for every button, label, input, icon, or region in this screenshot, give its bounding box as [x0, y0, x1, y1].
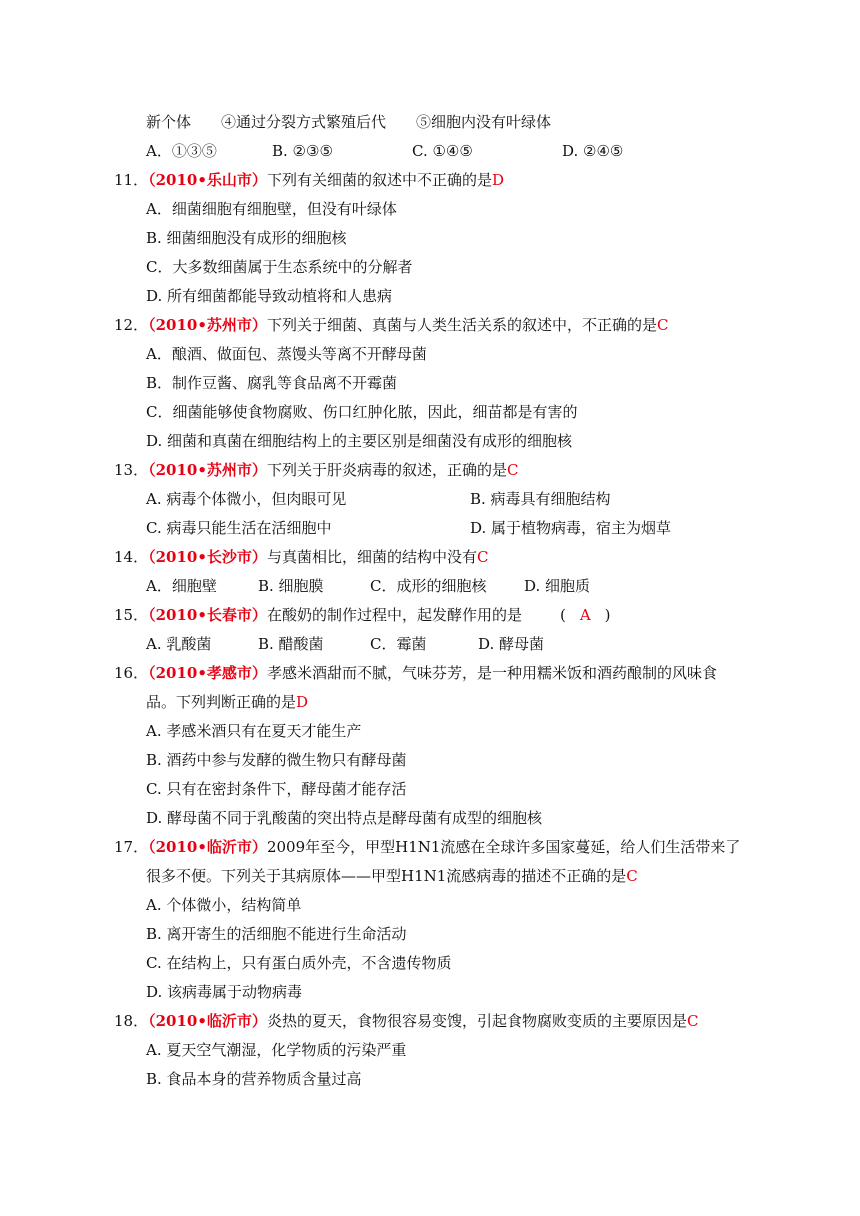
answer-key: C	[686, 1012, 699, 1030]
option: B. 细胞膜	[258, 577, 324, 595]
option: C. 只有在密封条件下，酵母菌才能存活	[146, 780, 407, 798]
question-number: 14．	[114, 548, 149, 566]
source-tag: （2010•苏州市）	[148, 461, 267, 479]
question-text: 炎热的夏天，食物很容易变馊，引起食物腐败变质的主要原因是	[266, 1012, 687, 1030]
option: C．霉菌	[370, 635, 427, 653]
source-tag: （2010•临沂市）	[148, 838, 267, 856]
question-17-stem	[114, 837, 740, 857]
question-text: 2009年至今，甲型H1N1流感在全球许多国家蔓延，给人们生活带来了	[266, 838, 741, 856]
option: C. 病毒只能生活在活细胞中	[146, 519, 332, 537]
question-text: 孝感米酒甜而不腻，气味芬芳，是一种用糯米饭和酒药酿制的风味食	[266, 664, 717, 682]
option: A. 乳酸菌	[146, 635, 212, 653]
option: B. 病毒具有细胞结构	[470, 490, 611, 508]
option: A. 孝感米酒只有在夏天才能生产	[146, 722, 362, 740]
source-tag: （2010•临沂市）	[148, 1012, 267, 1030]
option: A. 个体微小，结构简单	[146, 896, 302, 914]
question-number: 15．	[114, 606, 149, 624]
option: C．细菌能够使食物腐败、伤口红肿化脓，因此，细苗都是有害的	[146, 403, 578, 421]
option: A．酿酒、做面包、蒸馒头等离不开酵母菌	[146, 345, 427, 363]
question-text: 在酸奶的制作过程中，起发酵作用的是	[266, 606, 522, 624]
source-tag: （2010•长春市）	[148, 606, 267, 624]
option: B. 酒药中参与发酵的微生物只有酵母菌	[146, 751, 407, 769]
option: C. 在结构上，只有蛋白质外壳，不含遗传物质	[146, 954, 452, 972]
question-14-stem	[114, 547, 488, 567]
option: D. 细胞质	[524, 577, 591, 595]
option: D. 所有细菌都能导致动植将和人患病	[146, 287, 393, 305]
question-number: 11．	[114, 171, 149, 189]
option: B．制作豆酱、腐乳等食品离不开霉菌	[146, 374, 398, 392]
option: C．大多数细菌属于生态系统中的分解者	[146, 258, 413, 276]
question-text: 下列有关细菌的叙述中不正确的是	[266, 171, 492, 189]
option: A. 病毒个体微小，但肉眼可见	[146, 490, 347, 508]
question-17-stem-cont	[146, 866, 638, 886]
option: A. 夏天空气潮湿，化学物质的污染严重	[146, 1041, 407, 1059]
question-number: 17．	[114, 838, 149, 856]
option: D. 细菌和真菌在细胞结构上的主要区别是细菌没有成形的细胞核	[146, 432, 573, 450]
source-tag: （2010•乐山市）	[148, 171, 267, 189]
option: A．细胞壁	[146, 577, 217, 595]
answer-key: C	[476, 548, 489, 566]
option: B. 食品本身的营养物质含量过高	[146, 1070, 362, 1088]
question-text: 与真菌相比，细菌的结构中没有	[266, 548, 477, 566]
answer-bracket-open: (	[559, 606, 566, 624]
question-text: 下列关于肝炎病毒的叙述，正确的是	[266, 461, 507, 479]
answer-key: A	[579, 606, 591, 624]
answer-key: C	[656, 316, 669, 334]
answer-bracket-close: )	[604, 606, 611, 624]
question-number: 16．	[114, 664, 149, 682]
option: B. ②③⑤	[272, 142, 333, 160]
option: D. 酵母菌	[478, 635, 545, 653]
question-16-stem-cont	[146, 692, 308, 712]
question-number: 18．	[114, 1012, 149, 1030]
option: B. 细菌细胞没有成形的细胞核	[146, 229, 347, 247]
option: D. 该病毒属于动物病毒	[146, 983, 303, 1001]
option: A．细菌细胞有细胞壁，但没有叶绿体	[146, 200, 397, 218]
option: B. 离开寄生的活细胞不能进行生命活动	[146, 925, 407, 943]
source-tag: （2010•长沙市）	[148, 548, 267, 566]
option: B. 醋酸菌	[258, 635, 324, 653]
source-tag: （2010•孝感市）	[148, 664, 267, 682]
answer-key: D	[296, 693, 309, 711]
option: A．①③⑤	[146, 142, 217, 160]
question-15-stem	[114, 605, 611, 625]
option: D. 属于植物病毒，宿主为烟草	[470, 519, 672, 537]
question-number: 13．	[114, 461, 149, 479]
question-11-stem	[114, 170, 504, 190]
q10-stem-continuation: 新个体 ④通过分裂方式繁殖后代 ⑤细胞内没有叶绿体	[146, 113, 552, 131]
source-tag: （2010•苏州市）	[148, 316, 267, 334]
answer-key: C	[506, 461, 519, 479]
question-number: 12．	[114, 316, 149, 334]
question-18-stem	[114, 1011, 698, 1031]
question-text: 下列关于细菌、真菌与人类生活关系的叙述中，不正确的是	[266, 316, 657, 334]
question-12-stem	[114, 315, 668, 335]
question-text: 品。下列判断正确的是	[146, 693, 297, 711]
option: D. 酵母菌不同于乳酸菌的突出特点是酵母菌有成型的细胞核	[146, 809, 543, 827]
question-text: 很多不便。下列关于其病原体——甲型H1N1流感病毒的描述不正确的是	[146, 867, 627, 885]
option: D. ②④⑤	[562, 142, 624, 160]
answer-key: D	[491, 171, 504, 189]
answer-key: C	[626, 867, 638, 885]
option: C．成形的细胞核	[370, 577, 487, 595]
question-16-stem	[114, 663, 717, 683]
question-13-stem	[114, 460, 518, 480]
option: C. ①④⑤	[412, 142, 473, 160]
